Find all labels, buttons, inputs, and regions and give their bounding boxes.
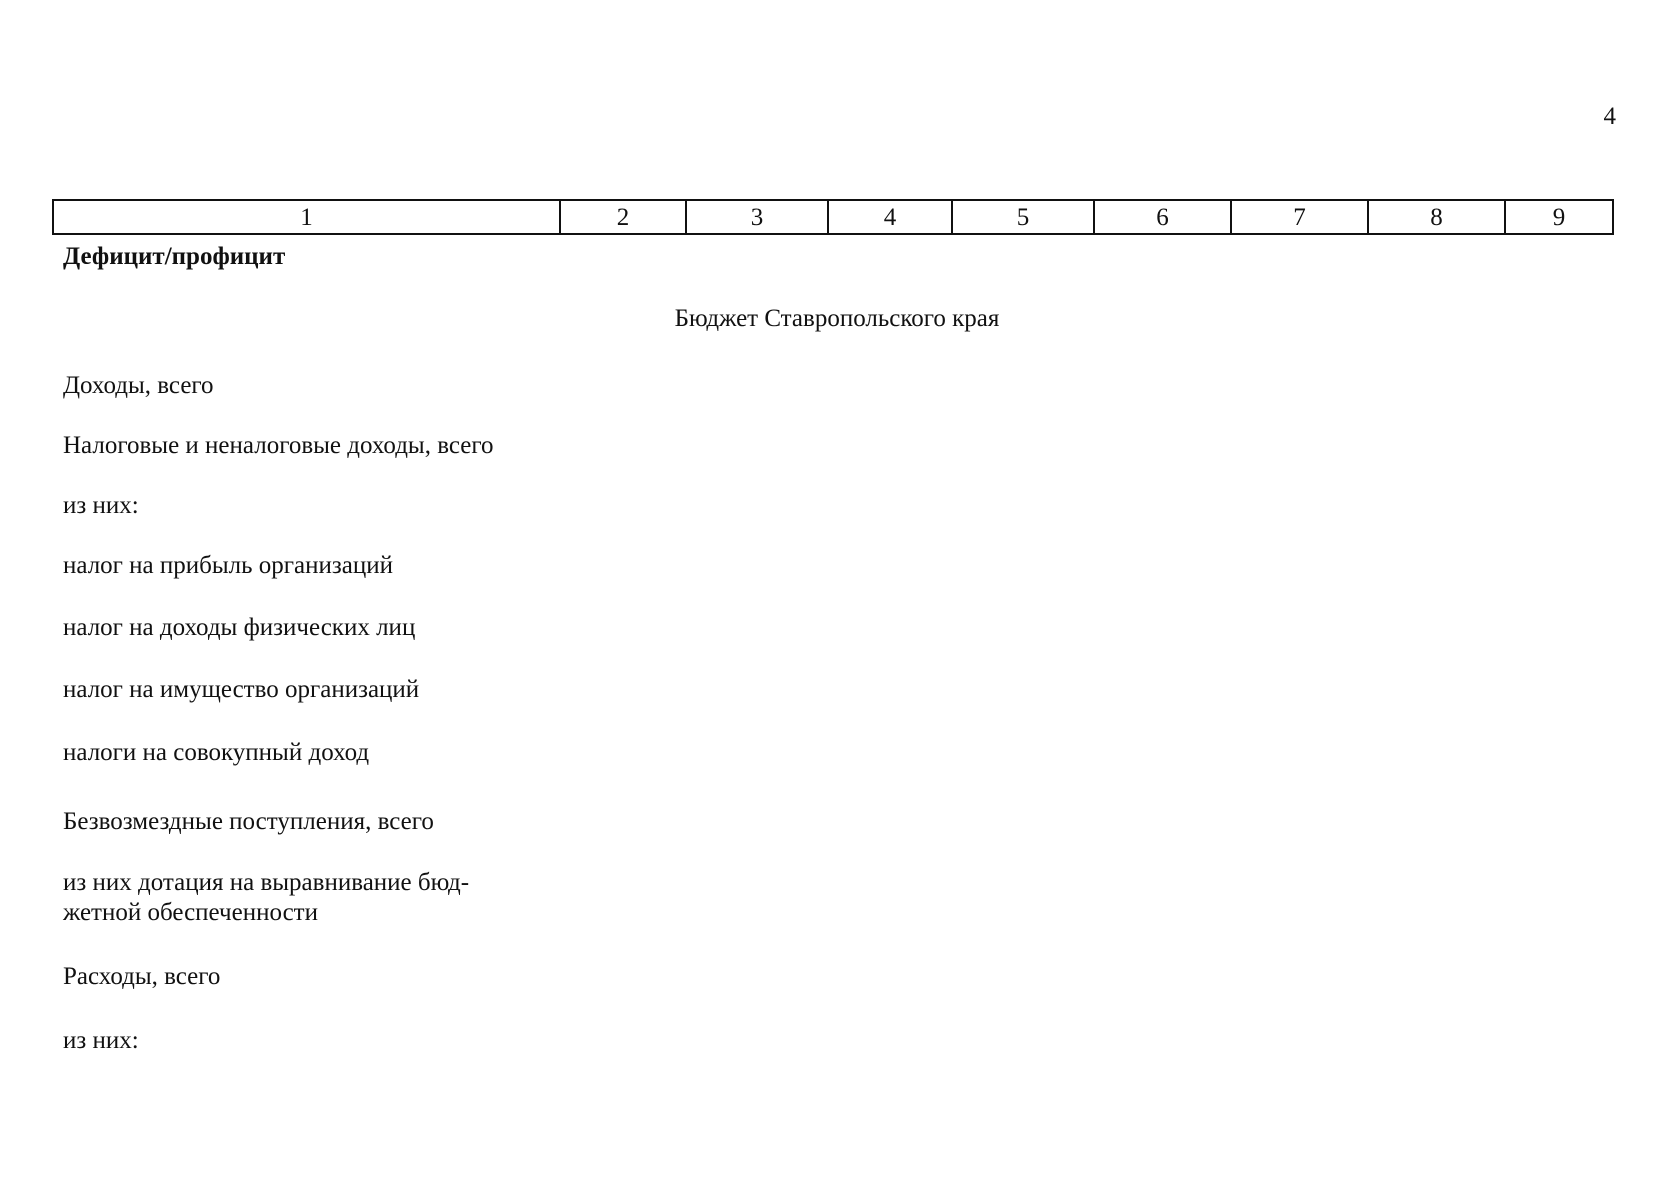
header-cell-1: 1: [53, 200, 560, 234]
section-title: Бюджет Ставропольского края: [674, 305, 1000, 332]
row-aggregate-income-tax: налоги на совокупный доход: [63, 739, 370, 766]
header-cell-9: 9: [1505, 200, 1613, 234]
row-personal-income-tax: налог на доходы физических лиц: [63, 614, 416, 641]
header-cell-6: 6: [1094, 200, 1231, 234]
header-cell-8: 8: [1368, 200, 1505, 234]
row-expenses-total: Расходы, всего: [63, 963, 221, 990]
header-cell-3: 3: [686, 200, 828, 234]
row-equalization-subsidy: [63, 868, 548, 928]
row-equalization-subsidy-text: из них дотация на выравнивание бюд- жетной обеспеченности: [63, 869, 470, 926]
header-cell-7: 7: [1231, 200, 1368, 234]
header-cell-4: 4: [828, 200, 952, 234]
row-tax-nontax-income: Налоговые и неналоговые доходы, всего: [63, 432, 494, 459]
header-cell-2: 2: [560, 200, 686, 234]
row-of-which-2: из них:: [63, 1027, 139, 1054]
deficit-profit-label: Дефицит/профицит: [63, 243, 286, 270]
header-row: [53, 200, 1613, 234]
row-corporate-profit-tax: налог на прибыль организаций: [63, 552, 394, 579]
header-cell-5: 5: [952, 200, 1094, 234]
row-income-total: Доходы, всего: [63, 372, 214, 399]
row-gratuitous-receipts: Безвозмездные поступления, всего: [63, 808, 434, 835]
row-corporate-property-tax: налог на имущество организаций: [63, 676, 420, 703]
page-number: 4: [1603, 103, 1616, 130]
row-of-which-1: из них:: [63, 492, 139, 519]
column-number-header: [52, 199, 1614, 235]
